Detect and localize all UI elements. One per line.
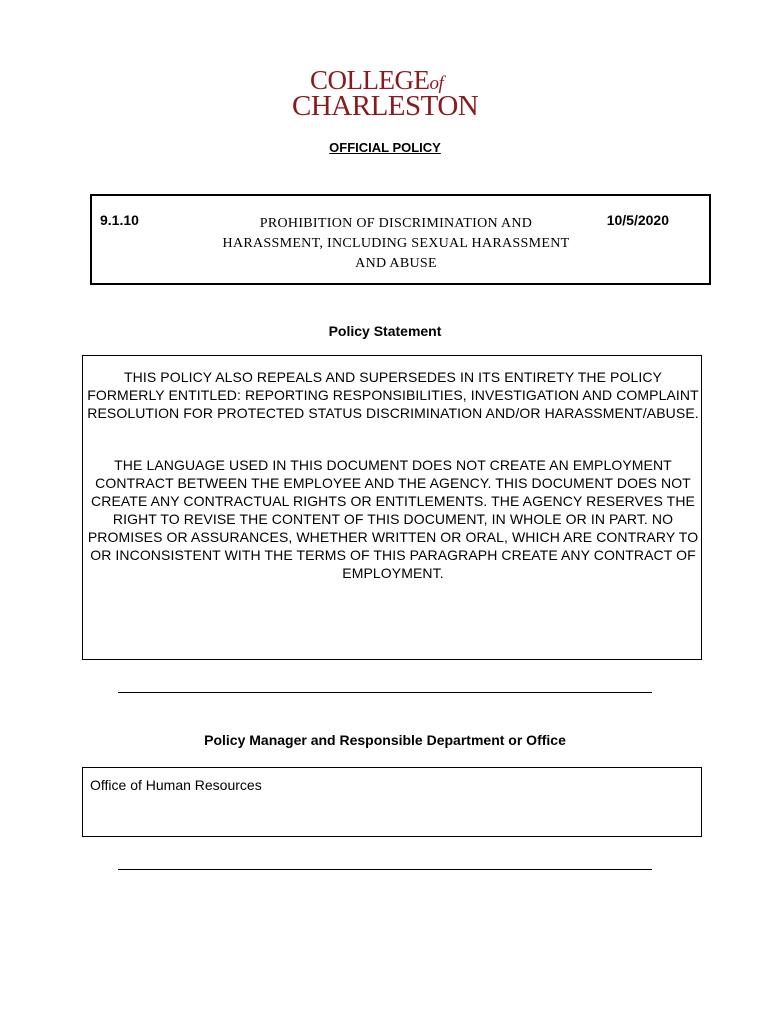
- policy-header-box: [90, 194, 711, 285]
- statement-paragraph-disclaimer: THE LANGUAGE USED IN THIS DOCUMENT DOES NOT CREATE AN EMPLOYMENT CONTRACT BETWEEN THE EMPLOYEE AND THE AGENCY. THIS DOCUMENT DOES NOT CREATE ANY CONTRACTUAL RIGHTS OR ENTITLEMENTS. THE AGENCY RESERVES THE RIGHT TO REVISE THE CONTENT OF THIS DOCUMENT, IN WHOLE OR IN PART. NO PROMISES OR ASSURANCES, WHETHER WRITTEN OR ORAL, WHICH ARE CONTRARY TO OR INCONSISTENT WITH THE TERMS OF THIS PARAGRAPH CREATE ANY CONTRACT OF EMPLOYMENT.: [87, 457, 699, 581]
- logo-word-college: COLLEGE: [310, 65, 430, 95]
- policy-title-line: AND ABUSE: [355, 256, 437, 271]
- responsible-office: Office of Human Resources: [90, 777, 262, 793]
- logo-word-of: of: [429, 73, 444, 94]
- policy-statement-box: [82, 355, 702, 660]
- college-logo: [270, 66, 500, 126]
- policy-manager-heading: Policy Manager and Responsible Department or Office: [204, 732, 566, 748]
- divider-line: [118, 692, 652, 693]
- policy-title: [196, 214, 596, 274]
- logo-line-charleston: CHARLESTON: [292, 90, 479, 122]
- policy-number: 9.1.10: [100, 212, 139, 228]
- policy-title-line: PROHIBITION OF DISCRIMINATION AND: [259, 216, 533, 231]
- policy-statement-heading: Policy Statement: [328, 323, 442, 339]
- policy-title-line: HARASSMENT, INCLUDING SEXUAL HARASSMENT: [222, 236, 570, 251]
- policy-date: 10/5/2020: [606, 212, 669, 228]
- official-policy-label: OFFICIAL POLICY: [329, 140, 441, 155]
- divider-line: [118, 869, 652, 870]
- statement-paragraph-repeal: THIS POLICY ALSO REPEALS AND SUPERSEDES IN ITS ENTIRETY THE POLICY FORMERLY ENTITLED: REPORTING RESPONSIBILITIES, INVESTIGATION AND COMPLAINT RESOLUTION FOR PROTECTED STATUS DISCRIMINATION AND/OR HARASSMENT/ABUSE.: [87, 369, 699, 421]
- policy-manager-box: [82, 767, 702, 837]
